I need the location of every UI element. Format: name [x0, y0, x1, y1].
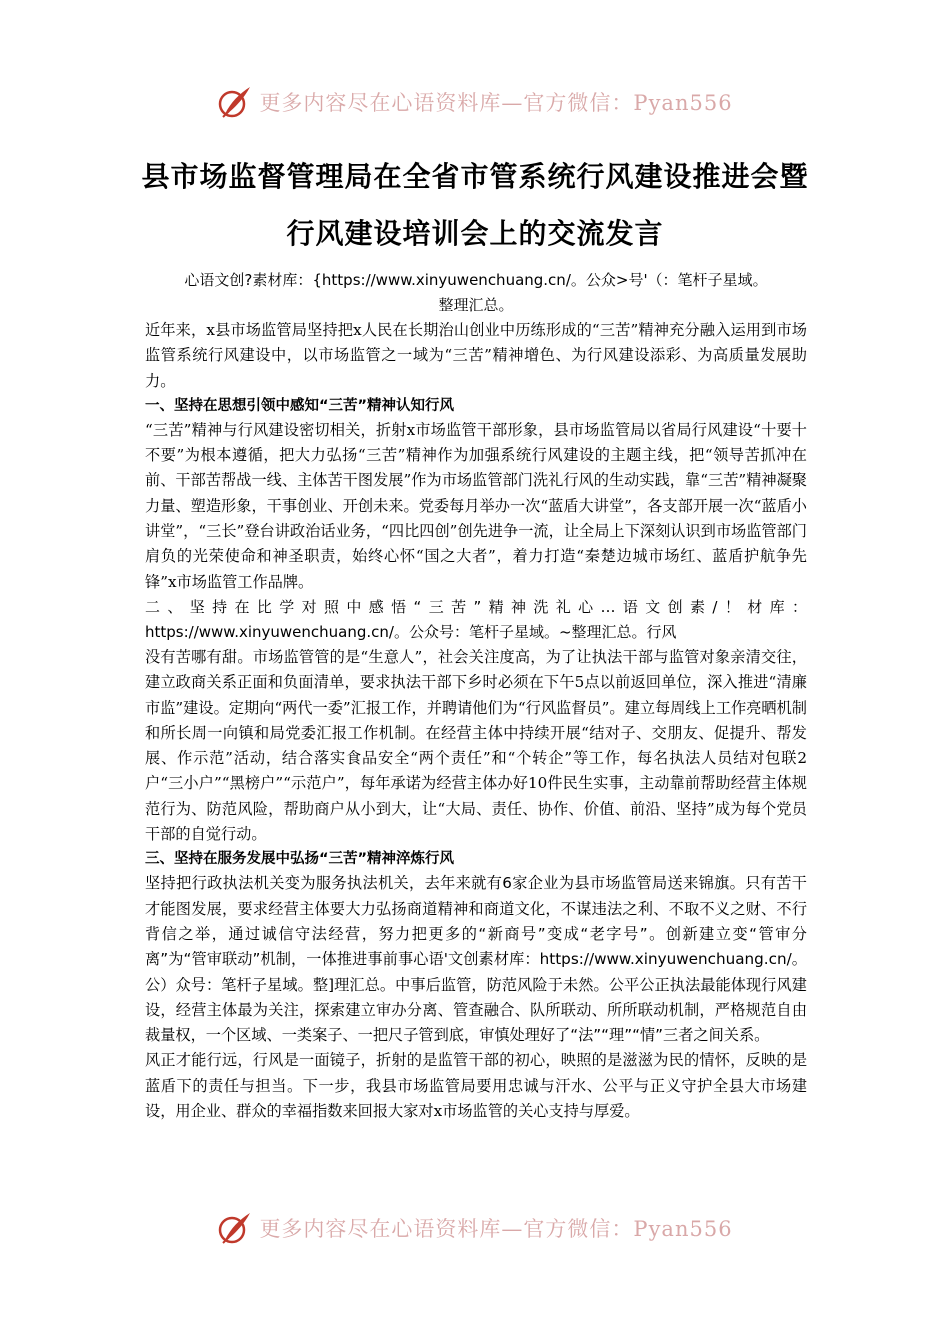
source-note — [145, 268, 807, 318]
footer-banner — [0, 1208, 950, 1248]
quill-logo-icon — [217, 84, 253, 120]
quill-logo-icon — [217, 1210, 253, 1246]
section-heading-3: 三、坚持在服务发展中弘扬“三苦”精神淬炼行风 — [145, 851, 455, 868]
title-line-1: 县市场监督管理局在全省市管系统行风建设推进会暨 — [141, 160, 809, 193]
section-heading-2: 二、坚持在比学对照中感悟“三苦”精神洗礼心…语文创素/！材库：https://www.xinyuwenchuang.cn/。公众号：笔杆子星域。~整理汇总。行风 — [145, 597, 807, 641]
section-paragraph-3: 坚持把行政执法机关变为服务执法机关，去年来就有6家企业为县市场监管局送来锦旗。只有苦干才能图发展，要求经营主体要大力弘扬商道精神和商道文化，不谋违法之利、不取不义之财、不行背信之举，通过诚信守法经营，努力把更多的“新商号”变成“老字号”。创新建立变“管审分离”为“管审联动”机制，一体推进事前事心语'文创素材库：https://www.xinyuwenchuang.cn/。公）众号：笔杆子星域。整]理汇总。中事后监管，防范风险于未然。公平公正执法最能体现行风建设，经营主体最为关注，探索建立审办分离、管查融合、队所联动、所所联动机制，严格规范自由裁量权，一个区域、一类案子、一把尺子管到底，审慎处理好了“法”“理”“情”三者之间关系。 — [145, 874, 807, 1045]
section-paragraph-1: “三苦”精神与行风建设密切相关，折射x市场监管干部形象，县市场监管局以省局行风建设“十要十不要”为根本遵循，把大力弘扬“三苦”精神作为加强系统行风建设的主题主线，把“领导苦抓冲在前、干部苦帮战一线、主体苦干图发展”作为市场监管部门洗礼行风的生动实践，靠“三苦”精神凝聚力量、塑造形象，干事创业、开创未来。党委每月举办一次“蓝盾大讲堂”，各支部开展一次“蓝盾小讲堂”，“三长”登台讲政治话业务，“四比四创”创先进争一流，让全局上下深刻认识到市场监管部门肩负的光荣使命和神圣职责，始终心怀“国之大者”，着力打造“秦楚边城市场红、蓝盾护航争先锋”x市场监管工作品牌。 — [145, 420, 807, 591]
banner-text: 更多内容尽在心语资料库—官方微信：Pyan556 — [259, 91, 733, 115]
title-line-2: 行风建设培训会上的交流发言 — [286, 217, 664, 250]
closing-paragraph: 风正才能行远，行风是一面镜子，折射的是监管干部的初心，映照的是滋滋为民的情怀，反映的是蓝盾下的责任与担当。下一步，我县市场监管局要用忠诚与汗水、公平与正义守护全县大市场建设，用企业、群众的幸福指数来回报大家对x市场监管的关心支持与厚爱。 — [145, 1051, 807, 1121]
document-title — [100, 148, 850, 262]
section-heading-1: 一、坚持在思想引领中感知“三苦”精神认知行风 — [145, 397, 455, 414]
source-line-1: 心语文创?素材库：{https://www.xinyuwenchuang.cn/。公众>号'（：笔杆子星域。 — [184, 271, 768, 289]
section-paragraph-2: 没有苦哪有甜。市场监管管的是“生意人”，社会关注度高，为了让执法干部与监管对象亲清交往，建立政商关系正面和负面清单，要求执法干部下乡时必须在下午5点以前返回单位，深入推进“清廉市监”建设。定期向“两代一委”汇报工作，并聘请他们为“行风监督员”。建立每周线上工作亮晒机制和所长周一向镇和局党委汇报工作机制。在经营主体中持续开展“结对子、交朋友、促提升、帮发展、作示范”活动，结合落实食品安全“两个责任”和“个转企”等工作，每名执法人员结对包联2户“三小户”“黑榜户”“示范户”，每年承诺为经营主体办好10件民生实事，主动靠前帮助经营主体规范行为、防范风险，帮助商户从小到大，让“大局、责任、协作、价值、前沿、坚持”成为每个党员干部的自觉行动。 — [145, 647, 807, 844]
banner-text: 更多内容尽在心语资料库—官方微信：Pyan556 — [259, 1217, 733, 1241]
source-line-2: 整理汇总。 — [438, 296, 514, 314]
header-banner — [0, 82, 950, 122]
intro-paragraph: 近年来，x县市场监管局坚持把x人民在长期治山创业中历练形成的“三苦”精神充分融入运用到市场监管系统行风建设中，以市场监管之一域为“三苦”精神增色、为行风建设添彩、为高质量发展助力。 — [145, 321, 807, 390]
document-body — [145, 268, 807, 1124]
